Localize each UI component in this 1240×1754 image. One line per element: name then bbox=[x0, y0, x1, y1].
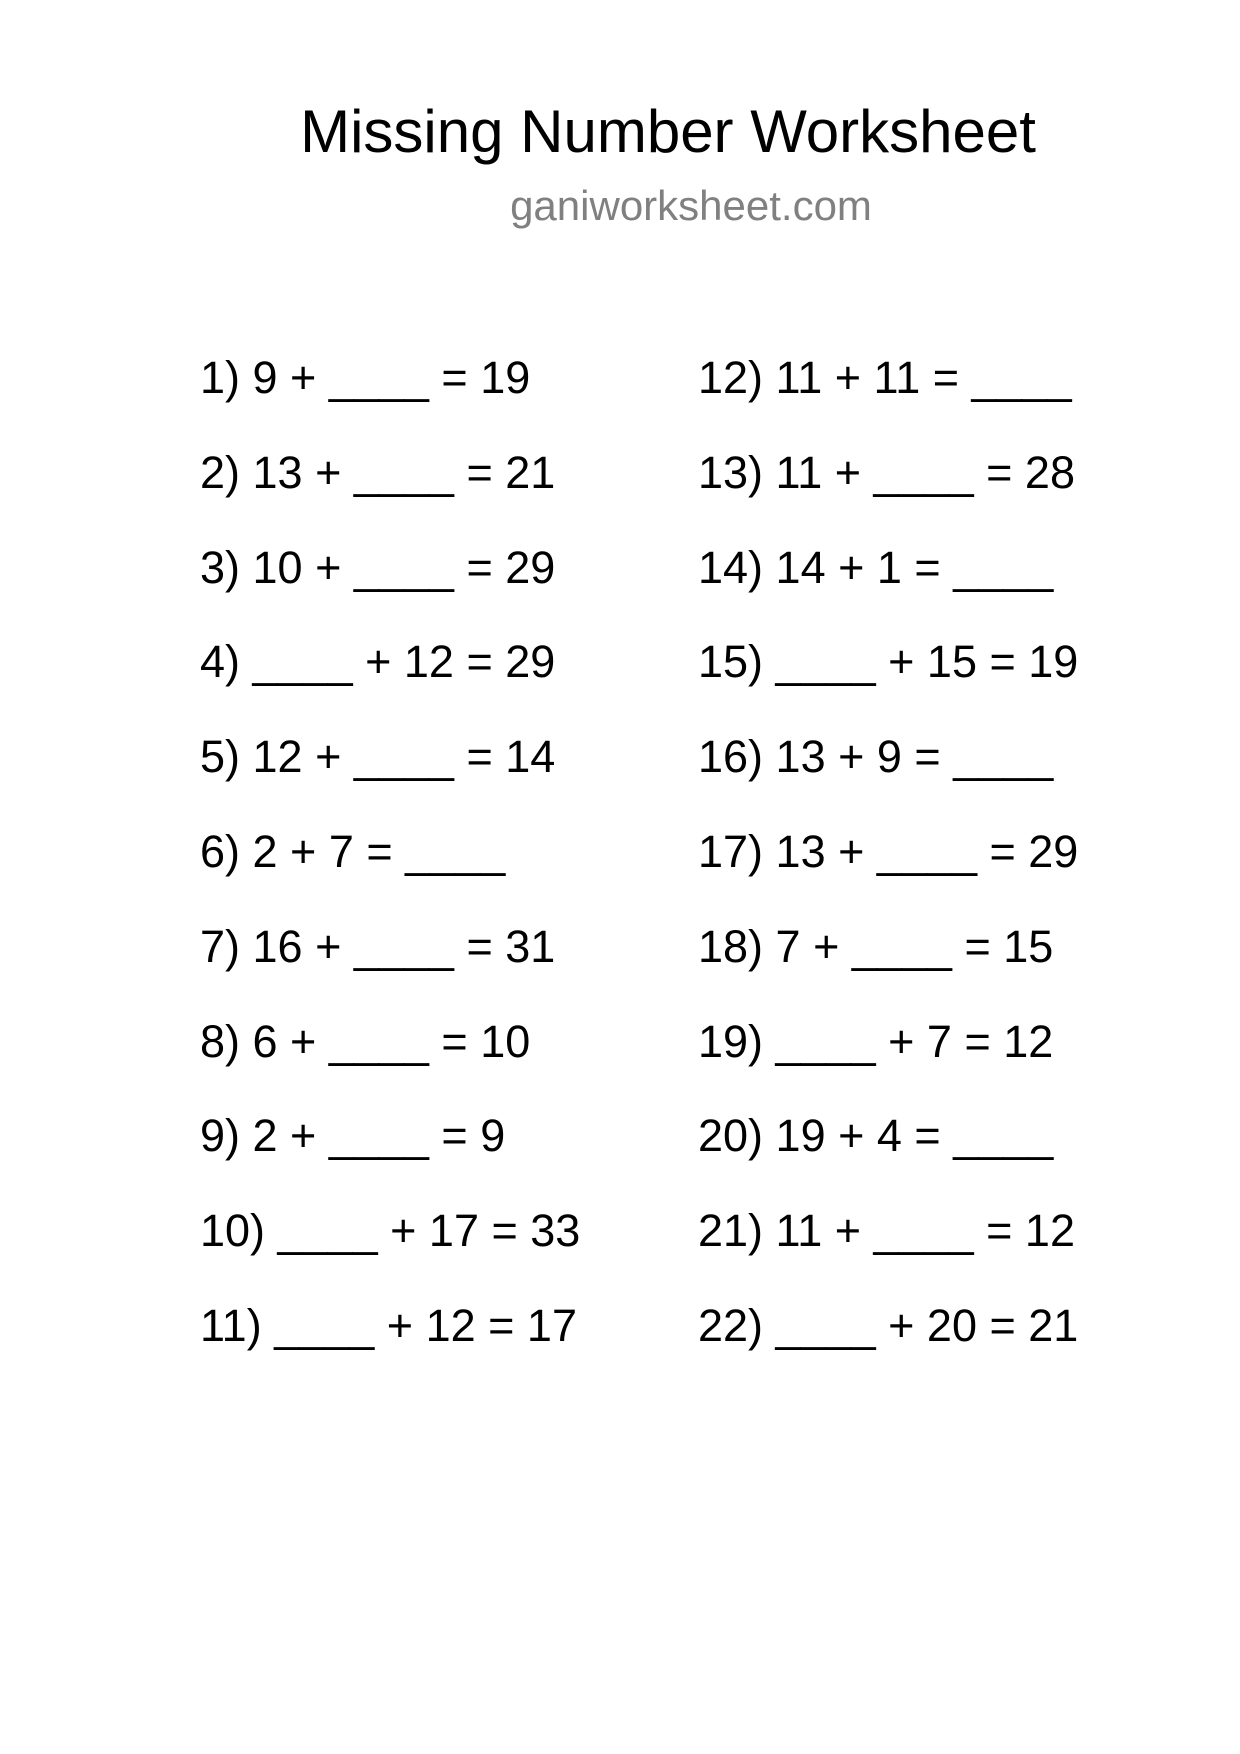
problem-11: 11) ____ + 12 = 17 bbox=[200, 1299, 577, 1351]
problem-3: 3) 10 + ____ = 29 bbox=[200, 541, 556, 593]
problem-12: 12) 11 + 11 = ____ bbox=[698, 352, 1072, 403]
page-title: Missing Number Worksheet bbox=[300, 98, 1036, 165]
problem-20: 20) 19 + 4 = ____ bbox=[698, 1110, 1054, 1162]
problem-21: 21) 11 + ____ = 12 bbox=[698, 1205, 1075, 1257]
problem-16: 16) 13 + 9 = ____ bbox=[698, 731, 1054, 783]
problem-2: 2) 13 + ____ = 21 bbox=[200, 446, 556, 498]
website-subtitle: ganiworksheet.com bbox=[510, 182, 872, 229]
problem-19: 19) ____ + 7 = 12 bbox=[698, 1015, 1054, 1067]
problem-22: 22) ____ + 20 = 21 bbox=[698, 1299, 1079, 1351]
problem-4: 4) ____ + 12 = 29 bbox=[200, 636, 556, 688]
problems-right-column bbox=[698, 350, 1078, 1393]
problem-15: 15) ____ + 15 = 19 bbox=[698, 636, 1079, 688]
problem-5: 5) 12 + ____ = 14 bbox=[200, 731, 556, 783]
problem-9: 9) 2 + ____ = 9 bbox=[200, 1110, 506, 1162]
problem-8: 8) 6 + ____ = 10 bbox=[200, 1015, 531, 1067]
problem-13: 13) 11 + ____ = 28 bbox=[698, 446, 1075, 498]
problems-left-column bbox=[200, 350, 580, 1393]
problem-10: 10) ____ + 17 = 33 bbox=[200, 1205, 581, 1257]
problem-18: 18) 7 + ____ = 15 bbox=[698, 920, 1054, 972]
problem-17: 17) 13 + ____ = 29 bbox=[698, 825, 1079, 877]
problem-6: 6) 2 + 7 = ____ bbox=[200, 825, 506, 877]
problem-7: 7) 16 + ____ = 31 bbox=[200, 920, 556, 972]
problem-14: 14) 14 + 1 = ____ bbox=[698, 541, 1054, 593]
problem-1: 1) 9 + ____ = 19 bbox=[200, 352, 531, 403]
